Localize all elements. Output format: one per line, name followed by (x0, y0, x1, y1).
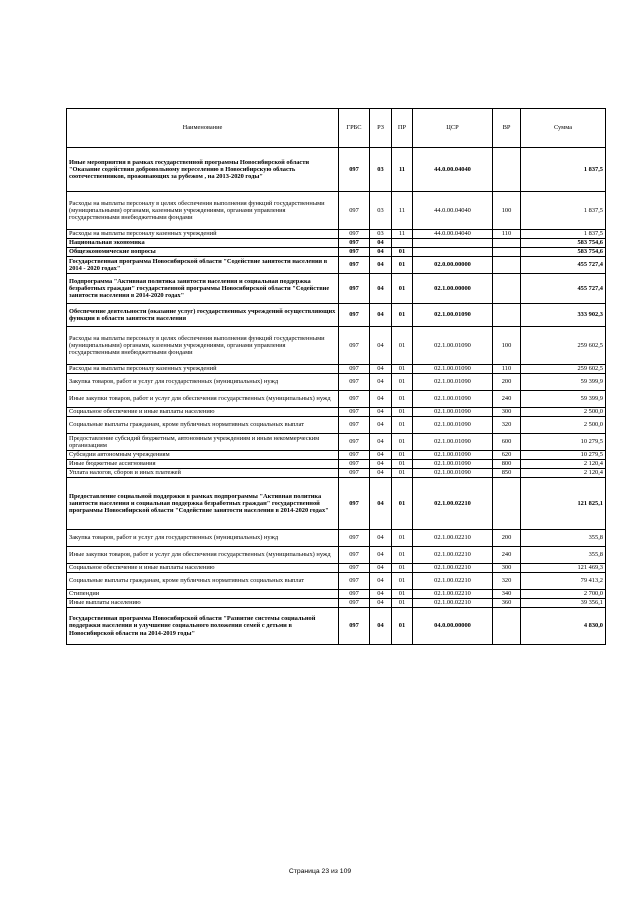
row-sum: 333 902,3 (521, 304, 606, 327)
row-vr: 110 (493, 230, 521, 239)
row-grbs: 097 (339, 590, 370, 599)
row-grbs: 097 (339, 257, 370, 274)
row-vr: 300 (493, 408, 521, 417)
row-sum: 2 500,0 (521, 408, 606, 417)
table-row (67, 460, 606, 469)
row-csr: 02.1.00.01090 (413, 469, 493, 478)
row-vr (493, 257, 521, 274)
table-row (67, 391, 606, 408)
row-pr: 11 (392, 148, 413, 192)
row-vr: 850 (493, 469, 521, 478)
table-row (67, 327, 606, 365)
row-vr: 620 (493, 451, 521, 460)
row-pr: 01 (392, 365, 413, 374)
page-number: Страница 23 из 109 (288, 868, 352, 875)
row-sum: 259 602,5 (521, 327, 606, 365)
row-rz: 04 (370, 408, 392, 417)
row-rz: 04 (370, 608, 392, 645)
row-name: Общеэкономические вопросы (67, 248, 339, 257)
row-name: Подпрограмма "Активная политика занятости населения и социальная поддержка безработных граждан" государственной программы Новосибирской области "Содействие занятости населения в 2014-2020 годах" (67, 274, 339, 304)
row-sum: 121 469,3 (521, 564, 606, 573)
row-sum: 355,8 (521, 530, 606, 547)
row-vr: 240 (493, 391, 521, 408)
row-sum: 2 120,4 (521, 460, 606, 469)
row-grbs: 097 (339, 564, 370, 573)
row-csr: 02.1.00.02210 (413, 573, 493, 590)
row-pr: 01 (392, 547, 413, 564)
row-pr: 01 (392, 391, 413, 408)
row-rz: 04 (370, 327, 392, 365)
row-name: Расходы на выплаты персоналу казенных учреждений (67, 230, 339, 239)
table-row (67, 257, 606, 274)
row-sum: 2 120,4 (521, 469, 606, 478)
table-row (67, 248, 606, 257)
row-rz: 04 (370, 391, 392, 408)
row-vr: 800 (493, 460, 521, 469)
row-grbs: 097 (339, 408, 370, 417)
row-vr: 340 (493, 590, 521, 599)
row-sum: 2 700,0 (521, 590, 606, 599)
row-rz: 04 (370, 547, 392, 564)
row-name: Государственная программа Новосибирской области "Развитие системы социальной поддержки населения и улучшение социального положения семей с детьми в Новосибирской области на 2014-2019 годы" (67, 608, 339, 645)
row-rz: 04 (370, 274, 392, 304)
table-row (67, 530, 606, 547)
row-vr: 110 (493, 365, 521, 374)
table-row (67, 573, 606, 590)
row-rz: 04 (370, 469, 392, 478)
row-vr: 100 (493, 327, 521, 365)
row-pr: 01 (392, 564, 413, 573)
row-vr (493, 248, 521, 257)
row-grbs: 097 (339, 391, 370, 408)
row-name: Расходы на выплаты персоналу в целях обеспечения выполнения функций государственными (муниципальными) органами, казенными учреждениями, органами управления государственными внебюджетными фондами (67, 192, 339, 230)
row-vr (493, 304, 521, 327)
row-pr: 01 (392, 478, 413, 530)
row-grbs: 097 (339, 274, 370, 304)
row-csr: 02.1.00.01090 (413, 451, 493, 460)
row-grbs: 097 (339, 192, 370, 230)
row-vr: 200 (493, 530, 521, 547)
row-pr: 01 (392, 460, 413, 469)
row-rz: 04 (370, 434, 392, 451)
row-grbs: 097 (339, 460, 370, 469)
row-rz: 04 (370, 530, 392, 547)
table-row (67, 408, 606, 417)
table-header-row (67, 109, 606, 148)
row-grbs: 097 (339, 304, 370, 327)
row-vr (493, 478, 521, 530)
row-csr: 04.0.00.00000 (413, 608, 493, 645)
row-vr: 300 (493, 564, 521, 573)
row-name: Расходы на выплаты персоналу казенных учреждений (67, 365, 339, 374)
row-sum: 121 825,1 (521, 478, 606, 530)
row-grbs: 097 (339, 530, 370, 547)
table-row (67, 451, 606, 460)
row-grbs: 097 (339, 434, 370, 451)
row-grbs: 097 (339, 327, 370, 365)
row-csr: 02.1.00.01090 (413, 327, 493, 365)
row-name: Закупка товаров, работ и услуг для государственных (муниципальных) нужд (67, 374, 339, 391)
row-vr: 600 (493, 434, 521, 451)
row-csr: 02.1.00.01090 (413, 460, 493, 469)
row-name: Социальное обеспечение и иные выплаты населению (67, 564, 339, 573)
row-grbs: 097 (339, 469, 370, 478)
table-row (67, 469, 606, 478)
table-body (67, 148, 606, 645)
row-rz: 04 (370, 248, 392, 257)
row-pr: 11 (392, 192, 413, 230)
row-rz: 04 (370, 257, 392, 274)
row-rz: 04 (370, 304, 392, 327)
row-name: Закупка товаров, работ и услуг для государственных (муниципальных) нужд (67, 530, 339, 547)
row-name: Национальная экономика (67, 239, 339, 248)
table-row (67, 599, 606, 608)
row-grbs: 097 (339, 478, 370, 530)
row-rz: 03 (370, 230, 392, 239)
row-rz: 04 (370, 417, 392, 434)
table-row (67, 434, 606, 451)
row-pr: 01 (392, 590, 413, 599)
row-name: Иные закупки товаров, работ и услуг для обеспечения государственных (муниципальных) нужд (67, 547, 339, 564)
row-grbs: 097 (339, 230, 370, 239)
row-grbs: 097 (339, 417, 370, 434)
row-grbs: 097 (339, 248, 370, 257)
row-vr (493, 274, 521, 304)
row-sum: 39 356,1 (521, 599, 606, 608)
row-name: Предоставление субсидий бюджетным, автономным учреждениям и иным некоммерческим организациям (67, 434, 339, 451)
table-row (67, 547, 606, 564)
row-csr: 02.1.00.02210 (413, 530, 493, 547)
row-csr: 02.1.00.01090 (413, 417, 493, 434)
table-row (67, 192, 606, 230)
row-grbs: 097 (339, 374, 370, 391)
row-sum: 79 413,2 (521, 573, 606, 590)
row-name: Социальные выплаты гражданам, кроме публичных нормативных социальных выплат (67, 417, 339, 434)
row-pr: 01 (392, 408, 413, 417)
header-pr: ПР (392, 109, 413, 148)
row-sum: 1 837,5 (521, 148, 606, 192)
row-name: Иные бюджетные ассигнования (67, 460, 339, 469)
row-csr: 02.1.00.02210 (413, 564, 493, 573)
row-rz: 03 (370, 148, 392, 192)
row-pr: 01 (392, 327, 413, 365)
row-pr: 01 (392, 374, 413, 391)
table-row (67, 374, 606, 391)
row-pr: 01 (392, 434, 413, 451)
row-rz: 04 (370, 365, 392, 374)
row-rz: 04 (370, 451, 392, 460)
row-pr: 01 (392, 573, 413, 590)
row-pr: 01 (392, 599, 413, 608)
table-row (67, 274, 606, 304)
table-row (67, 590, 606, 599)
row-rz: 04 (370, 460, 392, 469)
table-row (67, 239, 606, 248)
row-name: Государственная программа Новосибирской области "Содействие занятости населения в 2014 - 2020 годах" (67, 257, 339, 274)
row-sum: 4 830,0 (521, 608, 606, 645)
row-grbs: 097 (339, 599, 370, 608)
row-sum: 455 727,4 (521, 274, 606, 304)
budget-table (66, 108, 606, 645)
table-row (67, 478, 606, 530)
row-pr: 01 (392, 274, 413, 304)
row-sum: 583 754,6 (521, 239, 606, 248)
row-name: Иные закупки товаров, работ и услуг для обеспечения государственных (муниципальных) нужд (67, 391, 339, 408)
row-rz: 04 (370, 564, 392, 573)
row-csr: 02.0.00.00000 (413, 257, 493, 274)
row-sum: 455 727,4 (521, 257, 606, 274)
row-rz: 04 (370, 374, 392, 391)
table-row (67, 148, 606, 192)
row-csr: 44.0.00.04040 (413, 148, 493, 192)
table-row (67, 230, 606, 239)
row-grbs: 097 (339, 239, 370, 248)
header-name: Наименование (67, 109, 339, 148)
row-vr (493, 239, 521, 248)
row-grbs: 097 (339, 148, 370, 192)
row-sum: 10 279,5 (521, 451, 606, 460)
row-csr: 02.1.00.00000 (413, 274, 493, 304)
row-csr: 02.1.00.01090 (413, 365, 493, 374)
row-csr (413, 239, 493, 248)
row-rz: 03 (370, 192, 392, 230)
row-csr: 02.1.00.01090 (413, 391, 493, 408)
row-vr: 320 (493, 573, 521, 590)
row-sum: 2 500,0 (521, 417, 606, 434)
row-csr: 02.1.00.02210 (413, 590, 493, 599)
row-rz: 04 (370, 573, 392, 590)
row-grbs: 097 (339, 365, 370, 374)
row-name: Иные мероприятия в рамках государственной программы Новосибирской области "Оказание содействия добровольному переселению в Новосибирскую область соотечественников, проживающих за рубежом , на 2013-2020 годы" (67, 148, 339, 192)
row-csr: 02.1.00.01090 (413, 408, 493, 417)
row-sum: 10 279,5 (521, 434, 606, 451)
header-grbs: ГРБС (339, 109, 370, 148)
row-vr: 200 (493, 374, 521, 391)
row-vr: 320 (493, 417, 521, 434)
row-sum: 1 837,5 (521, 230, 606, 239)
table-row (67, 564, 606, 573)
row-pr: 11 (392, 230, 413, 239)
row-csr: 44.0.00.04040 (413, 230, 493, 239)
row-pr: 01 (392, 304, 413, 327)
row-vr (493, 608, 521, 645)
row-sum: 59 399,9 (521, 374, 606, 391)
row-sum: 259 602,5 (521, 365, 606, 374)
row-csr: 02.1.00.02210 (413, 599, 493, 608)
header-rz: РЗ (370, 109, 392, 148)
row-pr: 01 (392, 257, 413, 274)
table-row (67, 608, 606, 645)
header-sum: Сумма (521, 109, 606, 148)
row-sum: 1 837,5 (521, 192, 606, 230)
row-sum: 59 399,9 (521, 391, 606, 408)
row-pr: 01 (392, 248, 413, 257)
row-csr: 02.1.00.02210 (413, 478, 493, 530)
row-name: Социальные выплаты гражданам, кроме публичных нормативных социальных выплат (67, 573, 339, 590)
row-grbs: 097 (339, 573, 370, 590)
table-row (67, 365, 606, 374)
row-name: Иные выплаты населению (67, 599, 339, 608)
row-name: Предоставление социальной поддержки в рамках подпрограммы "Активная политика занятости населения и социальная поддержка безработных граждан" государственной программы Новосибирской области "Содействие занятости населения в 2014-2020 годах" (67, 478, 339, 530)
row-pr: 01 (392, 530, 413, 547)
row-grbs: 097 (339, 608, 370, 645)
row-rz: 04 (370, 478, 392, 530)
row-name: Расходы на выплаты персоналу в целях обеспечения выполнения функций государственными (муниципальными) органами, казенными учреждениями, органами управления государственными внебюджетными фондами (67, 327, 339, 365)
row-pr (392, 239, 413, 248)
row-name: Социальное обеспечение и иные выплаты населению (67, 408, 339, 417)
row-pr: 01 (392, 608, 413, 645)
row-csr (413, 248, 493, 257)
table-row (67, 417, 606, 434)
row-csr: 44.0.00.04040 (413, 192, 493, 230)
row-grbs: 097 (339, 451, 370, 460)
row-vr (493, 148, 521, 192)
row-pr: 01 (392, 417, 413, 434)
row-pr: 01 (392, 469, 413, 478)
row-vr: 100 (493, 192, 521, 230)
row-sum: 583 754,6 (521, 248, 606, 257)
row-sum: 355,8 (521, 547, 606, 564)
row-name: Обеспечение деятельности (оказание услуг) государственных учреждений осуществляющих функции в области занятости населения (67, 304, 339, 327)
row-rz: 04 (370, 599, 392, 608)
row-name: Субсидии автономным учреждениям (67, 451, 339, 460)
header-vr: ВР (493, 109, 521, 148)
row-csr: 02.1.00.01090 (413, 434, 493, 451)
row-pr: 01 (392, 451, 413, 460)
row-name: Уплата налогов, сборов и иных платежей (67, 469, 339, 478)
table-row (67, 304, 606, 327)
row-name: Стипендии (67, 590, 339, 599)
row-csr: 02.1.00.01090 (413, 304, 493, 327)
row-vr: 360 (493, 599, 521, 608)
row-rz: 04 (370, 590, 392, 599)
row-vr: 240 (493, 547, 521, 564)
row-csr: 02.1.00.01090 (413, 374, 493, 391)
header-csr: ЦСР (413, 109, 493, 148)
row-grbs: 097 (339, 547, 370, 564)
row-csr: 02.1.00.02210 (413, 547, 493, 564)
row-rz: 04 (370, 239, 392, 248)
